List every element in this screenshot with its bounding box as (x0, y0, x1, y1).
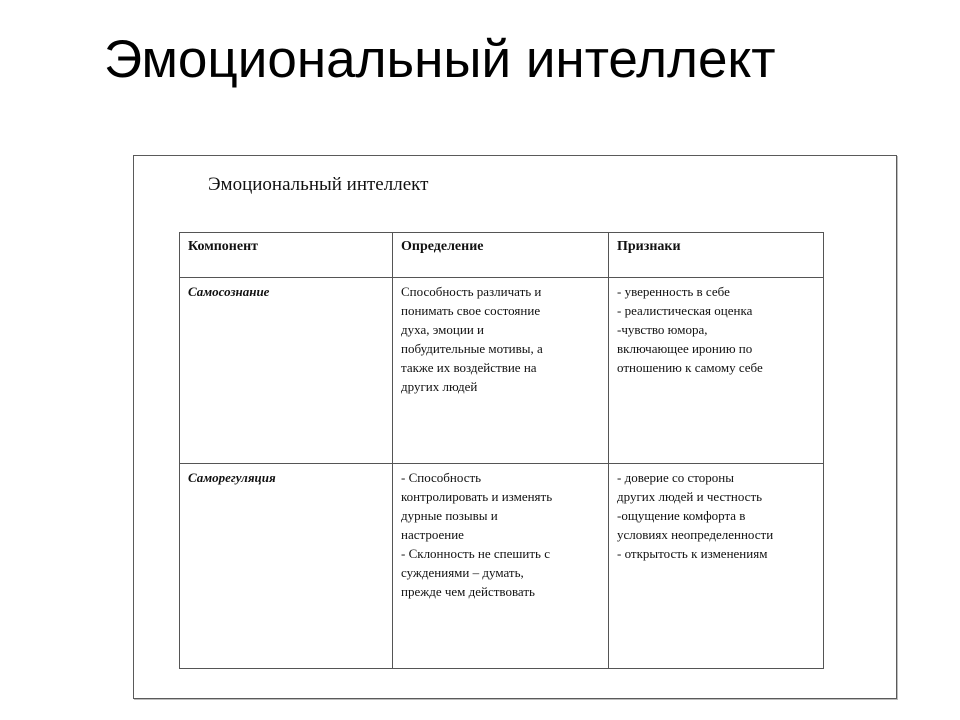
signs-cell (609, 278, 824, 464)
definition-line: настроение (401, 527, 464, 542)
definition-line: Способность различать и (401, 284, 542, 299)
document-heading: Эмоциональный интеллект (208, 174, 429, 195)
sign-line: - открытость к изменениям (617, 546, 768, 561)
sign-line: отношению к самому себе (617, 360, 763, 375)
document-frame (133, 155, 897, 699)
component-cell: Самосознание (180, 278, 393, 464)
definition-line: - Склонность не спешить с (401, 546, 550, 561)
definition-line: побудительные мотивы, а (401, 341, 543, 356)
sign-line: -ощущение комфорта в (617, 508, 746, 523)
definition-line: также их воздействие на (401, 360, 537, 375)
definition-cell (393, 278, 609, 464)
sign-line: -чувство юмора, (617, 322, 708, 337)
definition-line: контролировать и изменять (401, 489, 553, 504)
sign-line: - реалистическая оценка (617, 303, 753, 318)
definition-line: суждениями – думать, (401, 565, 524, 580)
header-component: Компонент (180, 233, 393, 278)
sign-line: включающее иронию по (617, 341, 753, 356)
definition-line: понимать свое состояние (401, 303, 541, 318)
header-definition: Определение (393, 233, 609, 278)
definition-cell (393, 464, 609, 669)
sign-line: - уверенность в себе (617, 284, 730, 299)
definition-line: духа, эмоции и (401, 322, 484, 337)
sign-line: - доверие со стороны (617, 470, 734, 485)
component-cell: Саморегуляция (180, 464, 393, 669)
table-row (180, 278, 824, 464)
definition-line: дурные позывы и (401, 508, 498, 523)
table-header-row (180, 233, 824, 278)
table-row (180, 464, 824, 669)
signs-cell (609, 464, 824, 669)
definition-line: других людей (401, 379, 478, 394)
definition-line: прежде чем действовать (401, 584, 535, 599)
sign-line: других людей и честность (617, 489, 763, 504)
header-signs: Признаки (609, 233, 824, 278)
slide-title: Эмоциональный интеллект (104, 30, 776, 89)
definition-line: - Способность (401, 470, 482, 485)
sign-line: условиях неопределенности (617, 527, 774, 542)
components-table (179, 232, 824, 669)
